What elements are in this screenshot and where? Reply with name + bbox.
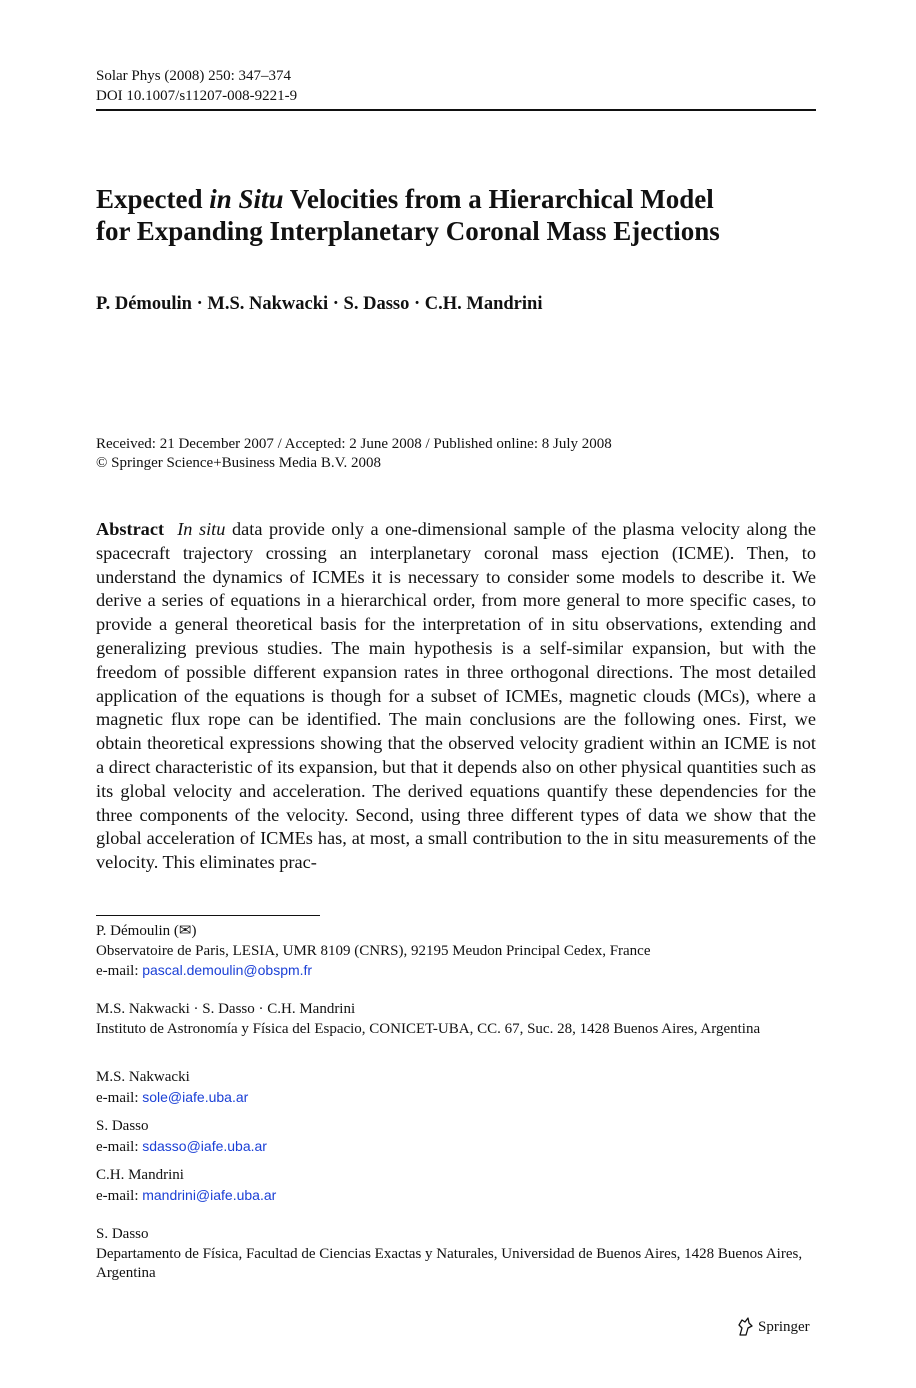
paper-title [96, 183, 816, 247]
affiliation-name: M.S. Nakwacki · S. Dasso · C.H. Mandrini [96, 1001, 356, 1017]
affiliation-dasso [96, 1117, 816, 1157]
affiliation-uba [96, 1225, 816, 1284]
affiliation-name: P. Démoulin (✉) [96, 923, 197, 939]
email-label: e-mail: [96, 1187, 143, 1204]
email-line [96, 1137, 816, 1158]
affiliation-institution: Departamento de Física, Facultad de Ciencias Exactas y Naturales, Universidad de Buenos Aires, 1428 Buenos Aires, Argentina [96, 1245, 803, 1281]
affiliation-iafe [96, 1000, 816, 1039]
doi: DOI 10.1007/s11207-008-9221-9 [96, 88, 298, 104]
title-italic: in Situ [209, 184, 284, 214]
affiliation-institution: Observatoire de Paris, LESIA, UMR 8109 (CNRS), 92195 Meudon Principal Cedex, France [96, 942, 651, 959]
affiliation-nakwacki [96, 1068, 816, 1108]
email-link[interactable]: sdasso@iafe.uba.ar [142, 1137, 267, 1154]
affiliation-name: S. Dasso [96, 1226, 149, 1242]
title-part2: Velocities from a Hierarchical Model [283, 184, 714, 214]
abstract [96, 518, 816, 875]
copyright-line: © Springer Science+Business Media B.V. 2008 [96, 455, 381, 471]
title-line2: for Expanding Interplanetary Coronal Mass Ejections [96, 216, 720, 246]
author-list: P. Démoulin · M.S. Nakwacki · S. Dasso · C.H. Mandrini [96, 294, 543, 314]
email-line [96, 961, 816, 982]
footnote-rule [96, 915, 320, 916]
title-part1: Expected [96, 184, 210, 214]
journal-citation: Solar Phys (2008) 250: 347–374 [96, 68, 291, 84]
email-link[interactable]: pascal.demoulin@obspm.fr [142, 962, 313, 978]
header-rule [96, 109, 816, 111]
affiliation-institution: Instituto de Astronomía y Física del Espacio, CONICET-UBA, CC. 67, Suc. 28, 1428 Buenos Aires, Argentina [96, 1020, 761, 1037]
affiliation-name: S. Dasso [96, 1118, 149, 1134]
email-label: e-mail: [96, 1089, 143, 1106]
abstract-label: Abstract [96, 519, 165, 539]
affiliation-name: M.S. Nakwacki [96, 1069, 190, 1085]
journal-header [96, 66, 297, 106]
email-link[interactable]: mandrini@iafe.uba.ar [142, 1186, 277, 1203]
publisher-name: Springer [758, 1318, 810, 1335]
email-line [96, 1088, 816, 1109]
affiliation-demoulin [96, 922, 816, 982]
email-line [96, 1186, 816, 1207]
history-line: Received: 21 December 2007 / Accepted: 2 June 2008 / Published online: 8 July 2008 [96, 436, 612, 452]
publication-dates [96, 435, 612, 473]
email-link[interactable]: sole@iafe.uba.ar [142, 1088, 249, 1105]
abstract-text: data provide only a one-dimensional sample of the plasma velocity along the spacecraft trajectory crossing an interplanetary coronal mass ejection (ICME). Then, to understand the dynamics of ICMEs it is necessary to consider some models to describe it. We derive a series of equations in a hierarchical order, from more general to more specific cases, to provide a general theoretical basis for the interpretation of in situ observations, extending and generalizing previous studies. The main hypothesis is a self-similar expansion, but with the freedom of possible different expansion rates in three orthogonal directions. The most detailed application of the equations is though for a subset of ICMEs, magnetic clouds (MCs), where a magnetic flux rope can be identified. The main conclusions are the following ones. First, we obtain theoretical expressions showing that the observed velocity gradient within an ICME is not a direct characteristic of its expansion, but that it depends also on other physical quantities such as its global velocity and acceleration. The derived equations quantify these dependencies for the three components of the velocity. Second, using three different types of data we show that the global acceleration of ICMEs has, at most, a small contribution to the in situ measurements of the velocity. This eliminates prac- [96, 519, 817, 873]
affiliation-name: C.H. Mandrini [96, 1167, 184, 1183]
affiliation-mandrini [96, 1166, 816, 1206]
email-label: e-mail: [96, 1138, 143, 1155]
publisher-logo [736, 1317, 810, 1337]
springer-horse-icon [736, 1317, 754, 1337]
abstract-lead: In situ [177, 519, 226, 539]
email-label: e-mail: [96, 963, 143, 979]
